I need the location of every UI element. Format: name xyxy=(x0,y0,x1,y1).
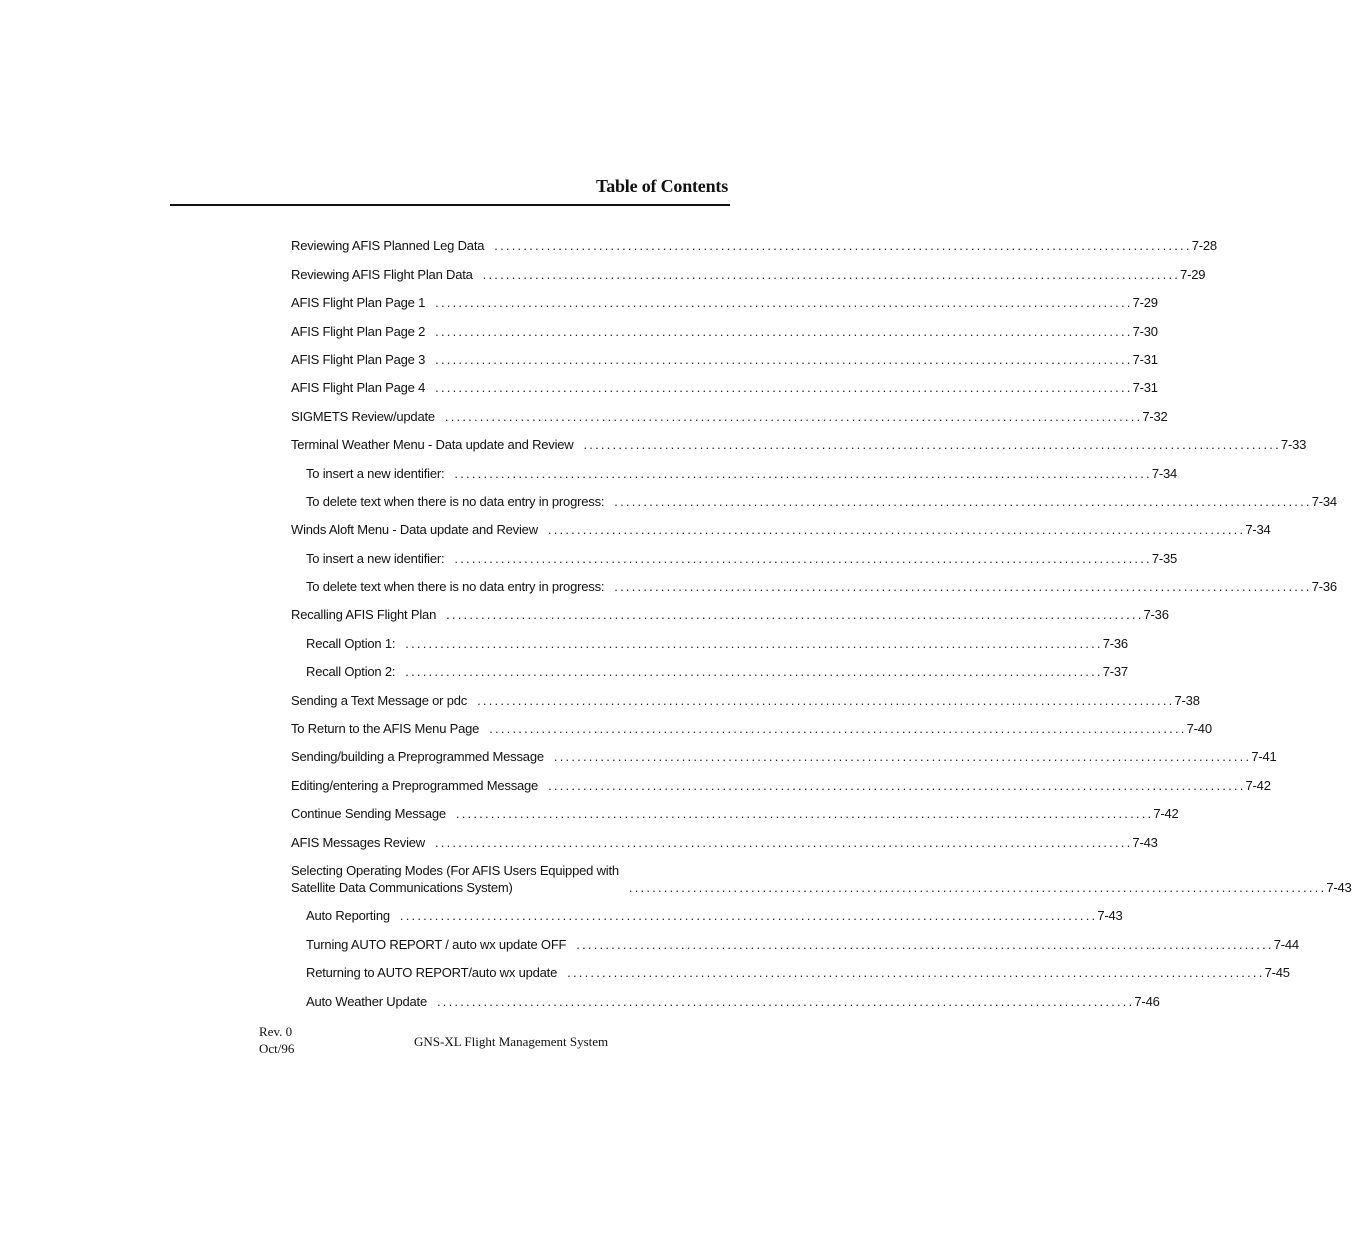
dot-leader: ........................................................................................................................ xyxy=(614,579,1312,595)
toc-entry-title xyxy=(291,606,436,623)
dot-leader: ........................................................................................................................ xyxy=(567,965,1265,981)
toc-entry[interactable] xyxy=(291,340,1158,368)
toc-entry-page: 7-31 xyxy=(1132,380,1158,396)
dot-leader: ........................................................................................................................ xyxy=(489,721,1187,737)
toc-entry[interactable] xyxy=(291,368,1158,396)
revision-date: Oct/96 xyxy=(259,1041,295,1056)
toc-entry-page: 7-29 xyxy=(1180,266,1206,282)
toc-entry[interactable] xyxy=(291,981,1160,1009)
toc-entry[interactable] xyxy=(291,510,1271,538)
toc-entry[interactable] xyxy=(291,851,1352,897)
toc-entry[interactable] xyxy=(291,283,1158,311)
header-rule xyxy=(170,204,730,206)
toc-entry-title-line: Auto Weather Update xyxy=(306,993,427,1009)
toc-entry-page: 7-30 xyxy=(1132,323,1158,339)
toc-entry-page: 7-32 xyxy=(1142,408,1168,424)
toc-entry[interactable] xyxy=(291,567,1337,595)
toc-entry-title-line: Sending a Text Message or pdc xyxy=(291,692,468,708)
toc-entry-title xyxy=(291,834,425,851)
dot-leader: ........................................................................................................................ xyxy=(435,351,1133,367)
toc-entry[interactable] xyxy=(291,822,1158,850)
toc-entry[interactable] xyxy=(291,453,1178,481)
dot-leader: ........................................................................................................................ xyxy=(435,380,1133,396)
dot-leader: ........................................................................................................................ xyxy=(548,777,1246,793)
toc-entry-title-line: Recall Option 1: xyxy=(306,635,396,651)
dot-leader: ........................................................................................................................ xyxy=(435,295,1133,311)
toc-entry-page: 7-42 xyxy=(1153,806,1179,822)
toc-entry-title-line: To Return to the AFIS Menu Page xyxy=(291,721,480,737)
toc-entry-title-line: Winds Aloft Menu - Data update and Review xyxy=(291,522,538,538)
toc-entry-title-line: Satellite Data Communications System) xyxy=(291,880,513,896)
toc-entry[interactable] xyxy=(291,623,1128,651)
toc-entry-title-line: To delete text when there is no data entry in progress: xyxy=(306,579,605,595)
toc-entry-page: 7-38 xyxy=(1174,692,1200,708)
dot-leader: ........................................................................................................................ xyxy=(553,749,1252,765)
dot-leader: ........................................................................................................................ xyxy=(477,692,1175,708)
toc-entry[interactable] xyxy=(291,425,1307,453)
toc-entry-title xyxy=(306,907,390,924)
dot-leader: ........................................................................................................................ xyxy=(399,908,1098,924)
toc-entry-title xyxy=(306,550,444,567)
toc-entry-title-line: To insert a new identifier: xyxy=(306,465,445,481)
toc-entry-title xyxy=(306,936,566,953)
toc-entry-title-line: Turning AUTO REPORT / auto wx update OFF xyxy=(306,936,567,952)
toc-entry[interactable] xyxy=(291,226,1217,254)
toc-entry-title-line: To insert a new identifier: xyxy=(306,550,445,566)
toc-entry-title-line: Recalling AFIS Flight Plan xyxy=(291,607,437,623)
toc-entry-title-line: AFIS Flight Plan Page 3 xyxy=(291,351,426,367)
table-of-contents xyxy=(291,226,1352,1010)
toc-entry-title-line: Recall Option 2: xyxy=(306,664,396,680)
toc-entry[interactable] xyxy=(291,254,1206,282)
toc-entry[interactable] xyxy=(291,765,1271,793)
toc-entry-page: 7-29 xyxy=(1132,295,1158,311)
toc-entry-title-line: To delete text when there is no data entry in progress: xyxy=(306,493,605,509)
dot-leader: ........................................................................................................................ xyxy=(628,880,1327,896)
toc-entry-title xyxy=(291,777,538,794)
toc-entry-title xyxy=(291,266,473,283)
toc-entry-title xyxy=(306,635,395,652)
toc-entry-page: 7-35 xyxy=(1151,550,1178,566)
toc-entry-page: 7-41 xyxy=(1251,749,1277,765)
toc-entry-title-line: Selecting Operating Modes (For AFIS Users Equipped with xyxy=(291,863,619,879)
toc-entry-page: 7-43 xyxy=(1132,834,1158,850)
toc-entry[interactable] xyxy=(291,482,1337,510)
toc-entry[interactable] xyxy=(291,595,1169,623)
page-title: Table of Contents xyxy=(596,176,728,196)
toc-entry-title xyxy=(291,323,425,340)
dot-leader: ........................................................................................................................ xyxy=(405,635,1103,651)
dot-leader: ........................................................................................................................ xyxy=(405,664,1103,680)
dot-leader: ........................................................................................................................ xyxy=(455,806,1154,822)
toc-entry-title xyxy=(306,493,604,510)
toc-entry-title-line: Editing/entering a Preprogrammed Message xyxy=(291,777,539,793)
toc-entry-page: 7-34 xyxy=(1245,522,1271,538)
toc-entry-page: 7-33 xyxy=(1280,437,1307,453)
toc-entry[interactable] xyxy=(291,538,1178,566)
toc-entry-title-line: Returning to AUTO REPORT/auto wx update xyxy=(306,965,558,981)
toc-entry[interactable] xyxy=(291,924,1299,952)
dot-leader: ........................................................................................................................ xyxy=(614,493,1312,509)
toc-entry-page: 7-46 xyxy=(1134,993,1160,1009)
toc-entry-title-line: AFIS Flight Plan Page 1 xyxy=(291,295,426,311)
dot-leader: ........................................................................................................................ xyxy=(454,465,1152,481)
toc-entry-title-line: Auto Reporting xyxy=(306,908,390,924)
toc-entry-page: 7-40 xyxy=(1186,721,1212,737)
toc-entry-page: 7-36 xyxy=(1143,607,1169,623)
toc-entry[interactable] xyxy=(291,709,1212,737)
dot-leader: ........................................................................................................................ xyxy=(583,437,1281,453)
toc-entry-title-line: AFIS Messages Review xyxy=(291,834,425,850)
dot-leader: ........................................................................................................................ xyxy=(444,408,1143,424)
toc-entry[interactable] xyxy=(291,794,1179,822)
toc-entry-title-line: Continue Sending Message xyxy=(291,806,446,822)
toc-entry-page: 7-34 xyxy=(1151,465,1178,481)
toc-entry-title xyxy=(306,663,395,680)
toc-entry-page: 7-28 xyxy=(1191,238,1217,254)
toc-entry-page: 7-34 xyxy=(1311,493,1337,509)
toc-entry-title-line: Sending/building a Preprogrammed Message xyxy=(291,749,544,765)
dot-leader: ........................................................................................................................ xyxy=(435,323,1133,339)
toc-entry-page: 7-42 xyxy=(1245,777,1271,793)
toc-entry-title-line: AFIS Flight Plan Page 4 xyxy=(291,380,426,396)
toc-entry[interactable] xyxy=(291,737,1277,765)
toc-entry-title-line: Reviewing AFIS Flight Plan Data xyxy=(291,266,473,282)
toc-entry-title xyxy=(291,436,574,453)
toc-entry[interactable] xyxy=(291,396,1168,424)
footer-revision xyxy=(259,1023,294,1057)
toc-entry-title-line: Terminal Weather Menu - Data update and Review xyxy=(291,437,574,453)
toc-entry-title-line: SIGMETS Review/update xyxy=(291,408,435,424)
toc-entry-title xyxy=(291,720,479,737)
toc-entry-title xyxy=(291,351,425,368)
toc-entry-page: 7-37 xyxy=(1102,664,1128,680)
footer-doc-title: GNS-XL Flight Management System xyxy=(414,1034,609,1049)
dot-leader: ........................................................................................................................ xyxy=(436,993,1135,1009)
toc-entry-title-line: AFIS Flight Plan Page 2 xyxy=(291,323,426,339)
toc-entry-title xyxy=(291,805,446,822)
toc-entry-title xyxy=(291,862,619,896)
toc-entry-page: 7-36 xyxy=(1311,579,1337,595)
toc-entry-title xyxy=(291,294,425,311)
dot-leader: ........................................................................................................................ xyxy=(482,266,1181,282)
toc-entry-title xyxy=(291,408,435,425)
toc-entry-title xyxy=(306,578,604,595)
toc-entry[interactable] xyxy=(291,652,1128,680)
dot-leader: ........................................................................................................................ xyxy=(454,550,1152,566)
dot-leader: ........................................................................................................................ xyxy=(547,522,1246,538)
dot-leader: ........................................................................................................................ xyxy=(576,936,1274,952)
toc-entry-title xyxy=(291,521,538,538)
dot-leader: ........................................................................................................................ xyxy=(446,607,1144,623)
toc-entry-page: 7-43 xyxy=(1097,908,1123,924)
toc-entry[interactable] xyxy=(291,311,1158,339)
dot-leader: ........................................................................................................................ xyxy=(435,834,1133,850)
toc-entry[interactable] xyxy=(291,953,1290,981)
toc-entry-title xyxy=(291,748,544,765)
toc-entry-title xyxy=(291,379,425,396)
toc-entry-page: 7-36 xyxy=(1102,635,1128,651)
toc-entry-title xyxy=(306,964,557,981)
toc-entry-page: 7-43 xyxy=(1326,880,1352,896)
toc-entry-page: 7-45 xyxy=(1264,965,1290,981)
revision-label: Rev. 0 xyxy=(259,1024,293,1039)
toc-entry-title xyxy=(291,237,484,254)
toc-entry-title xyxy=(306,465,444,482)
toc-entry[interactable] xyxy=(291,896,1123,924)
toc-entry-page: 7-31 xyxy=(1132,351,1158,367)
toc-entry-title-line: Reviewing AFIS Planned Leg Data xyxy=(291,238,485,254)
toc-entry-title xyxy=(291,692,467,709)
toc-entry[interactable] xyxy=(291,680,1200,708)
dot-leader: ........................................................................................................................ xyxy=(494,238,1192,254)
toc-entry-page: 7-44 xyxy=(1273,936,1299,952)
toc-entry-title xyxy=(306,993,427,1010)
